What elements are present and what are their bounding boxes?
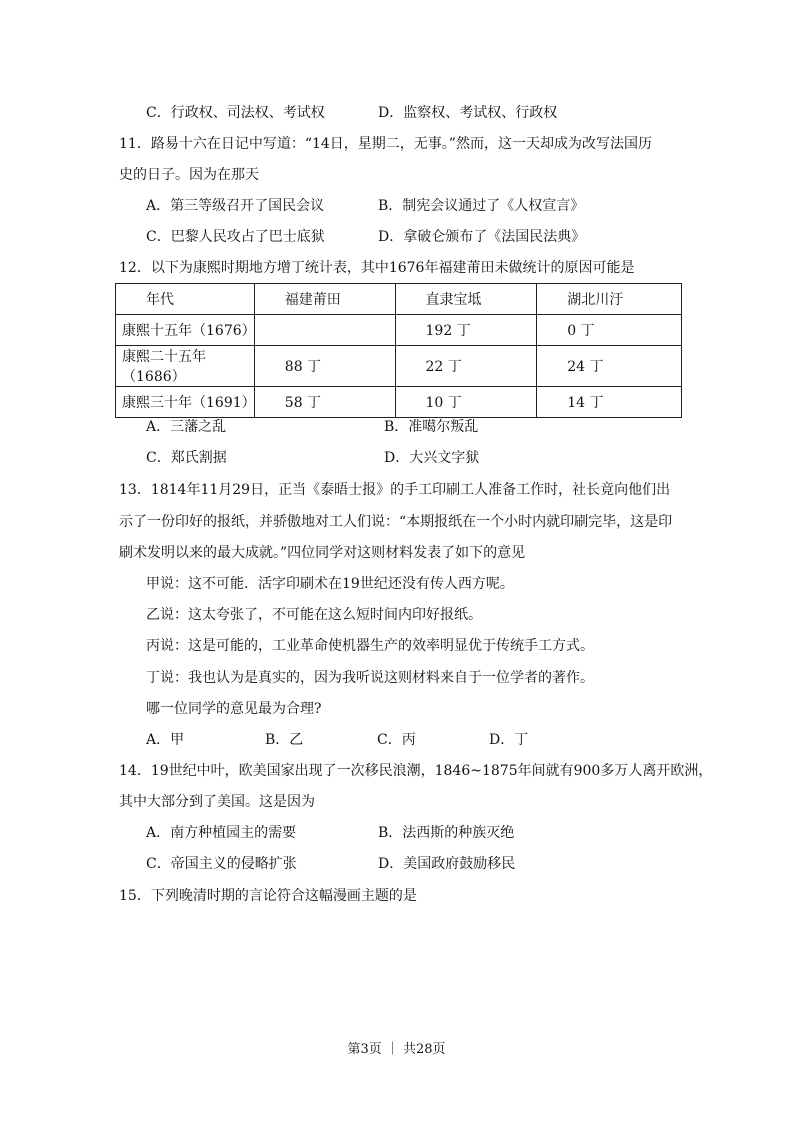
q14-option-c: C．帝国主义的侵略扩张: [146, 856, 297, 872]
table-header-cell: 年代: [116, 284, 255, 315]
page-footer: 第3页 ｜ 共28页: [347, 1042, 446, 1057]
table-cell: 58 丁: [254, 387, 395, 418]
table-cell: 10 丁: [395, 387, 537, 418]
table-cell: 192 丁: [395, 315, 537, 346]
q11-option-d: D．拿破仑颁布了《法国民法典》: [378, 229, 586, 245]
q10-option-d: D．监察权、考试权、行政权: [378, 105, 558, 121]
q12-stem: 12．以下为康熙时期地方增丁统计表，其中1676年福建莆田未做统计的原因可能是: [119, 260, 635, 276]
q15-stem: 15．下列晚清时期的言论符合这幅漫画主题的是: [119, 888, 417, 904]
q13-option-c: C．丙: [377, 732, 416, 748]
q13-opinion-bing: 丙说：这是可能的，工业革命使机器生产的效率明显优于传统手工方式。: [146, 638, 594, 654]
q12-option-b: B．准噶尔叛乱: [384, 419, 479, 435]
table-cell: 24 丁: [537, 346, 682, 387]
q14-stem-line1: 14．19世纪中叶，欧美国家出现了一次移民浪潮，1846~1875年间就有900多万人离开欧洲，: [119, 763, 713, 779]
table-header-cell: 湖北川汙: [537, 284, 682, 315]
table-header-cell: 直隶宝坻: [395, 284, 537, 315]
q11-stem-line2: 史的日子。因为在那天: [119, 167, 259, 183]
table-row: [116, 387, 682, 418]
q13-opinion-jia: 甲说：这不可能．活字印刷术在19世纪还没有传人西方呢。: [146, 576, 514, 592]
q14-option-b: B．法西斯的种族灭绝: [378, 825, 515, 841]
q13-stem-line3: 刷术发明以来的最大成就。”四位同学对这则材料发表了如下的意见: [119, 545, 526, 561]
q13-stem-line1: 13．1814年11月29日，正当《泰晤士报》的手工印刷工人准备工作时，社长竟向他们出: [119, 482, 671, 498]
q13-option-b: B．乙: [265, 732, 304, 748]
q12-option-d: D．大兴文字狱: [384, 450, 480, 466]
table-cell: [254, 315, 395, 346]
q11-option-a: A．第三等级召开了国民会议: [146, 198, 325, 214]
table-cell: 康熙十五年（1676）: [116, 315, 255, 346]
q12-stat-table: [115, 283, 682, 418]
q13-option-a: A．甲: [146, 732, 185, 748]
q14-stem-line2: 其中大部分到了美国。这是因为: [119, 794, 315, 810]
q13-question: 哪一位同学的意见最为合理?: [146, 701, 322, 717]
table-header-row: [116, 284, 682, 315]
table-cell: 14 丁: [537, 387, 682, 418]
table-header-cell: 福建莆田: [254, 284, 395, 315]
table-cell: 22 丁: [395, 346, 537, 387]
q13-option-d: D．丁: [489, 732, 529, 748]
table-cell: 0 丁: [537, 315, 682, 346]
q11-option-b: B．制宪会议通过了《人权宣言》: [378, 198, 585, 214]
q10-option-c: C．行政权、司法权、考试权: [146, 105, 325, 121]
table-cell: 88 丁: [254, 346, 395, 387]
table-cell: 康熙二十五年（1686）: [116, 346, 255, 387]
q12-option-c: C．郑氏割据: [146, 450, 227, 466]
table-cell: 康熙三十年（1691）: [116, 387, 255, 418]
q11-option-c: C．巴黎人民攻占了巴士底狱: [146, 229, 325, 245]
q14-option-d: D．美国政府鼓励移民: [378, 856, 516, 872]
q14-option-a: A．南方种植园主的需要: [146, 825, 297, 841]
q13-opinion-yi: 乙说：这太夸张了，不可能在这么短时间内印好报纸。: [146, 607, 482, 623]
table-row: [116, 346, 682, 387]
table-row: [116, 315, 682, 346]
q13-opinion-ding: 丁说：我也认为是真实的，因为我听说这则材料来自于一位学者的著作。: [146, 670, 594, 686]
q12-option-a: A．三藩之乱: [146, 419, 227, 435]
q13-stem-line2: 示了一份印好的报纸，并骄傲地对工人们说：“本期报纸在一个小时内就印刷完毕，这是印: [119, 514, 673, 530]
q11-stem-line1: 11．路易十六在日记中写道：“14日，星期二，无事。”然而，这一天却成为改写法国历: [119, 136, 652, 152]
